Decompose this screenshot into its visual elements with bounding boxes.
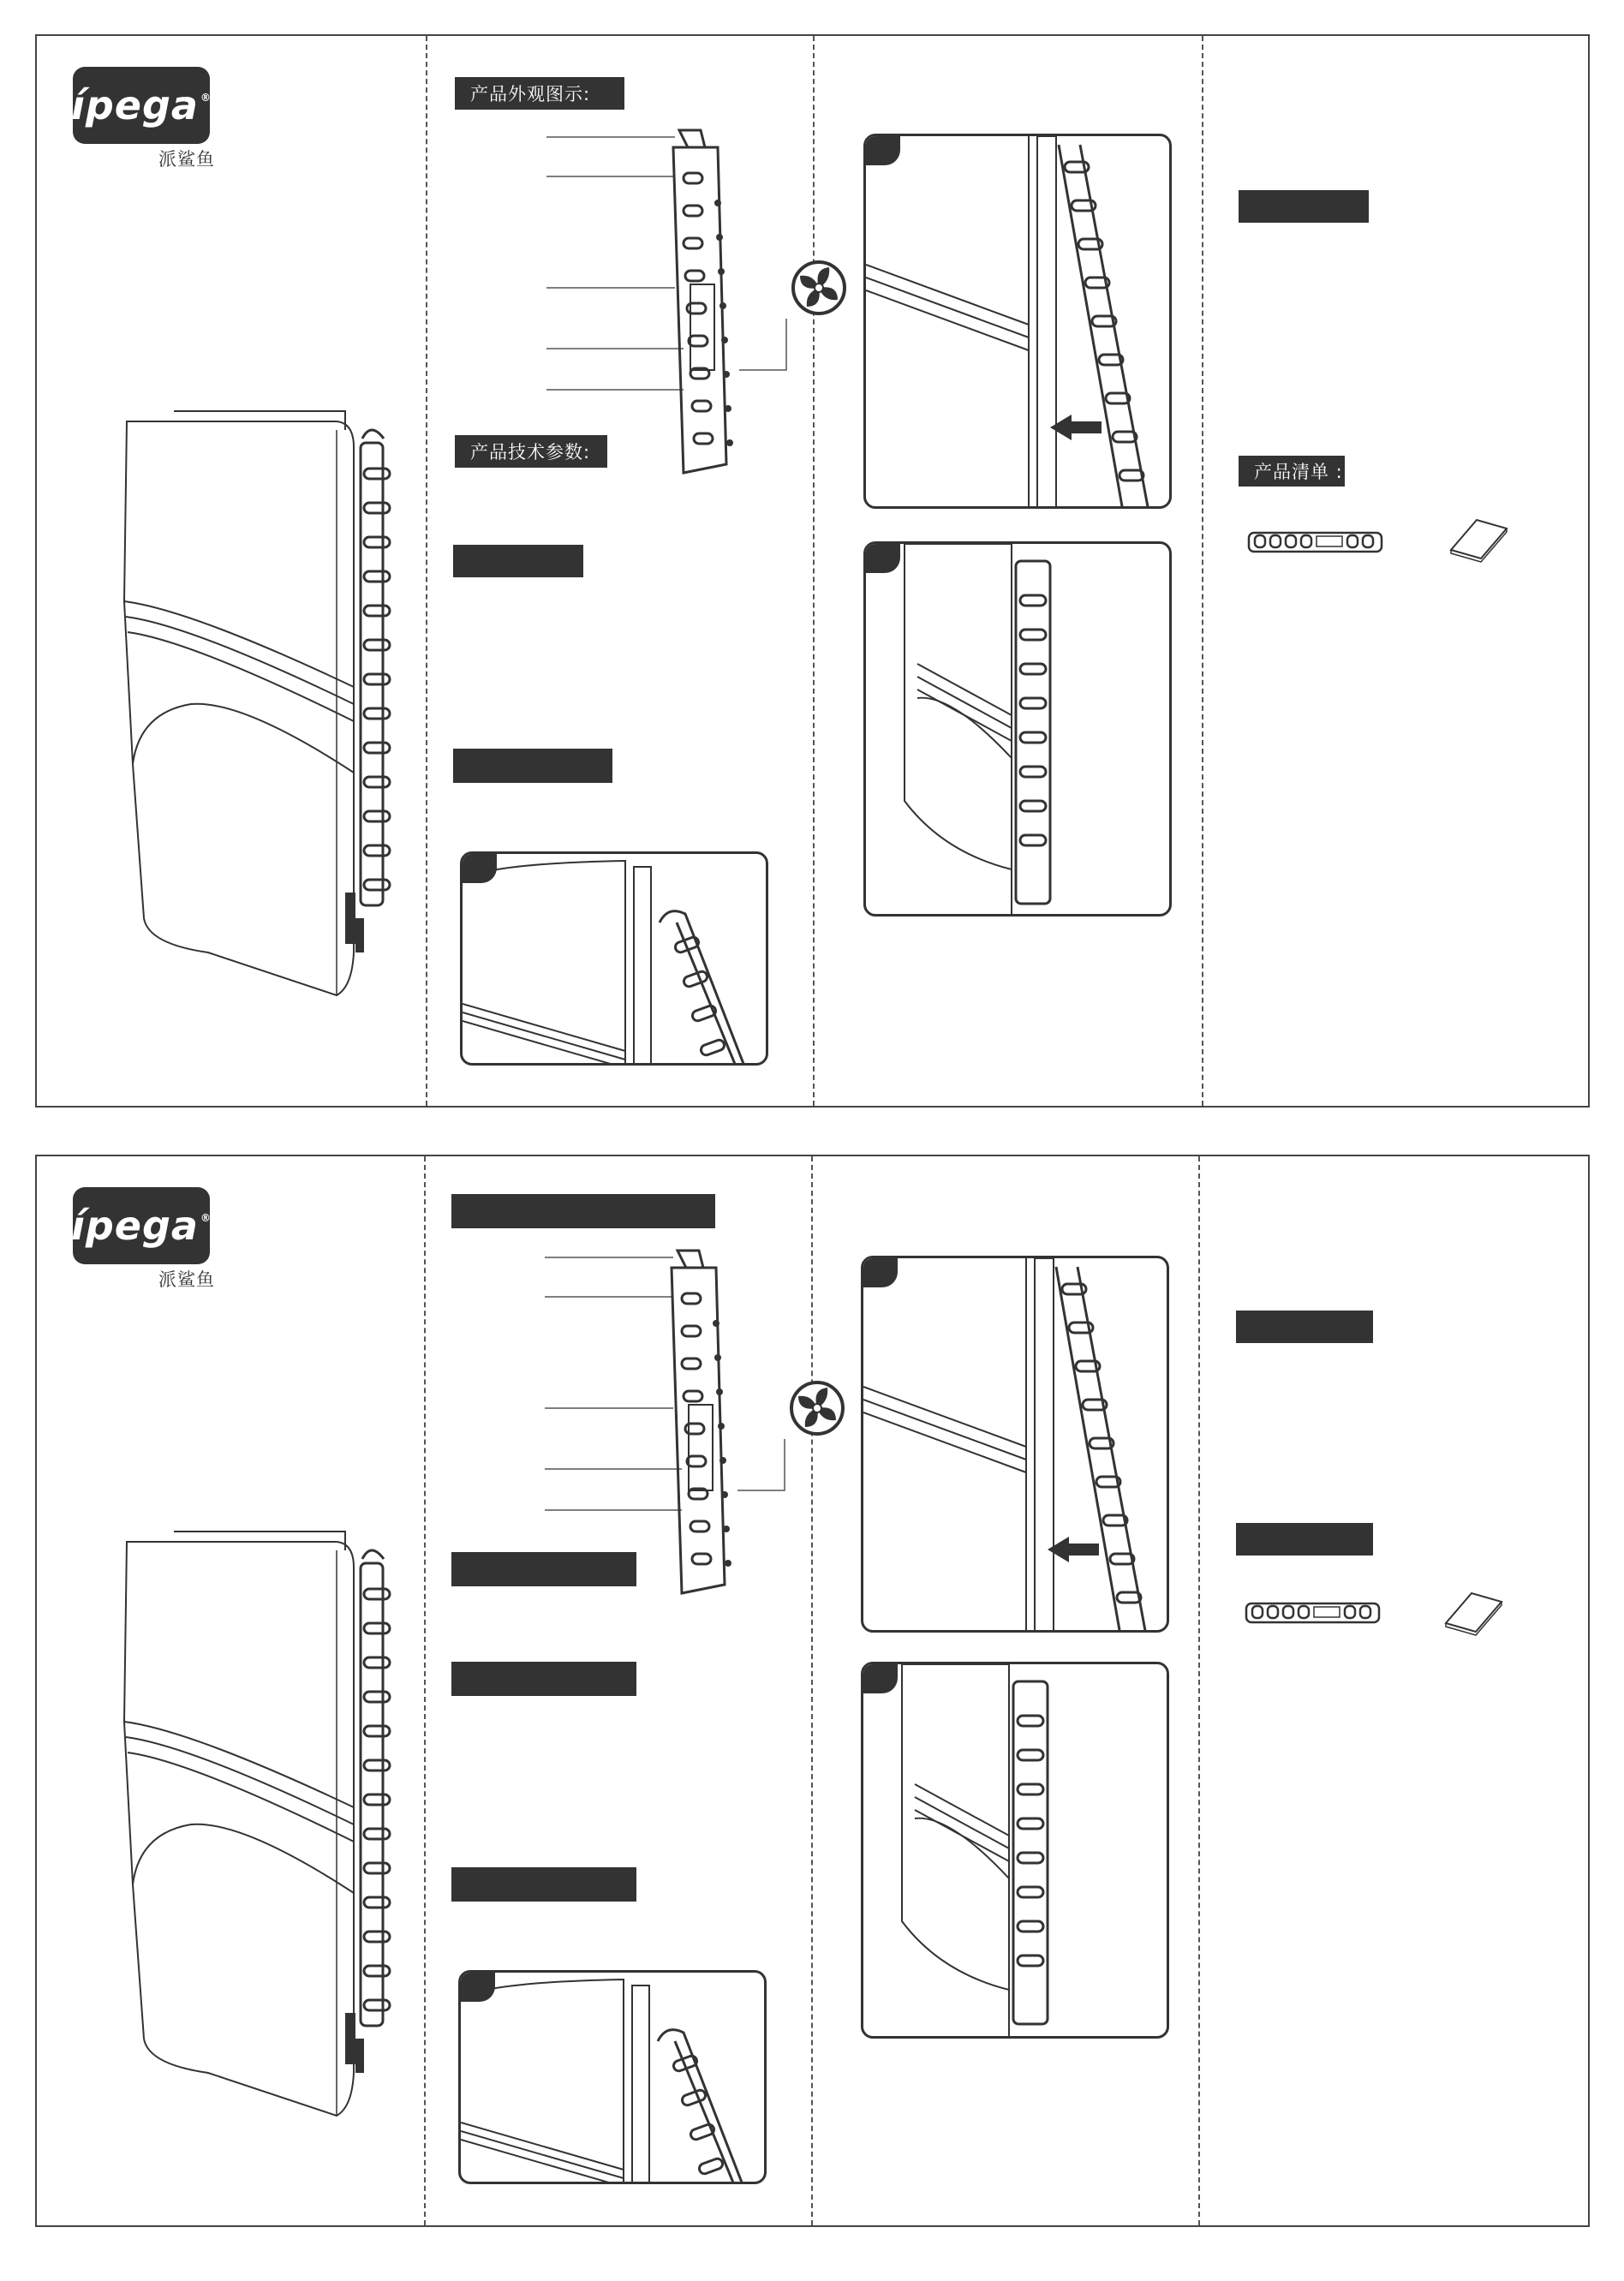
console-with-stand-illustration [88, 404, 431, 1021]
appearance-heading: 产品外观图示: [455, 77, 624, 110]
manual-page-2 [35, 1155, 1590, 2227]
step-number-tab [463, 854, 497, 883]
registered-mark: ® [200, 1212, 212, 1224]
redacted-heading-bar [453, 749, 612, 783]
stand-contents-item [1245, 520, 1390, 563]
step-number-tab [866, 544, 900, 573]
redacted-heading-bar [1236, 1311, 1373, 1343]
brand-logo [73, 1187, 210, 1264]
step-number-tab [863, 1258, 898, 1287]
redacted-heading-bar [1239, 190, 1369, 223]
stand-contents-item [1242, 1591, 1388, 1633]
registered-mark: ® [200, 92, 212, 104]
arrow-left-icon [1050, 415, 1102, 440]
step-number-tab [866, 136, 900, 165]
install-step-3-figure [861, 1662, 1169, 2039]
console-with-stand-illustration [88, 1525, 431, 2141]
step-number-tab [863, 1664, 898, 1693]
redacted-heading-bar [451, 1552, 636, 1586]
brand-chinese-name: 派鲨鱼 [158, 149, 215, 170]
brand-logo-text: ípega [71, 82, 199, 128]
fan-icon [791, 1382, 843, 1434]
specs-heading: 产品技术参数: [455, 435, 607, 468]
step-number-tab [461, 1973, 495, 2002]
manual-booklet-item [1447, 516, 1515, 567]
brand-logo-text: ípega [71, 1203, 199, 1249]
redacted-heading-bar [1236, 1523, 1373, 1555]
redacted-heading-bar [451, 1194, 715, 1228]
install-step-1-figure [458, 1970, 767, 2184]
install-step-3-figure [863, 541, 1172, 917]
install-step-2-figure [863, 134, 1172, 509]
contents-heading: 产品清单 : [1239, 456, 1345, 487]
brand-logo [73, 67, 210, 144]
brand-chinese-name: 派鲨鱼 [158, 1269, 215, 1290]
manual-page-1 [35, 34, 1590, 1108]
redacted-heading-bar [451, 1867, 636, 1902]
manual-booklet-item [1442, 1589, 1510, 1640]
arrow-left-icon [1048, 1537, 1099, 1562]
install-step-1-figure [460, 851, 768, 1066]
install-step-2-figure [861, 1256, 1169, 1633]
fan-icon [793, 262, 845, 313]
redacted-heading-bar [453, 545, 583, 577]
fold-line [1198, 1156, 1200, 2225]
redacted-heading-bar [451, 1662, 636, 1696]
fold-line [1202, 36, 1203, 1106]
